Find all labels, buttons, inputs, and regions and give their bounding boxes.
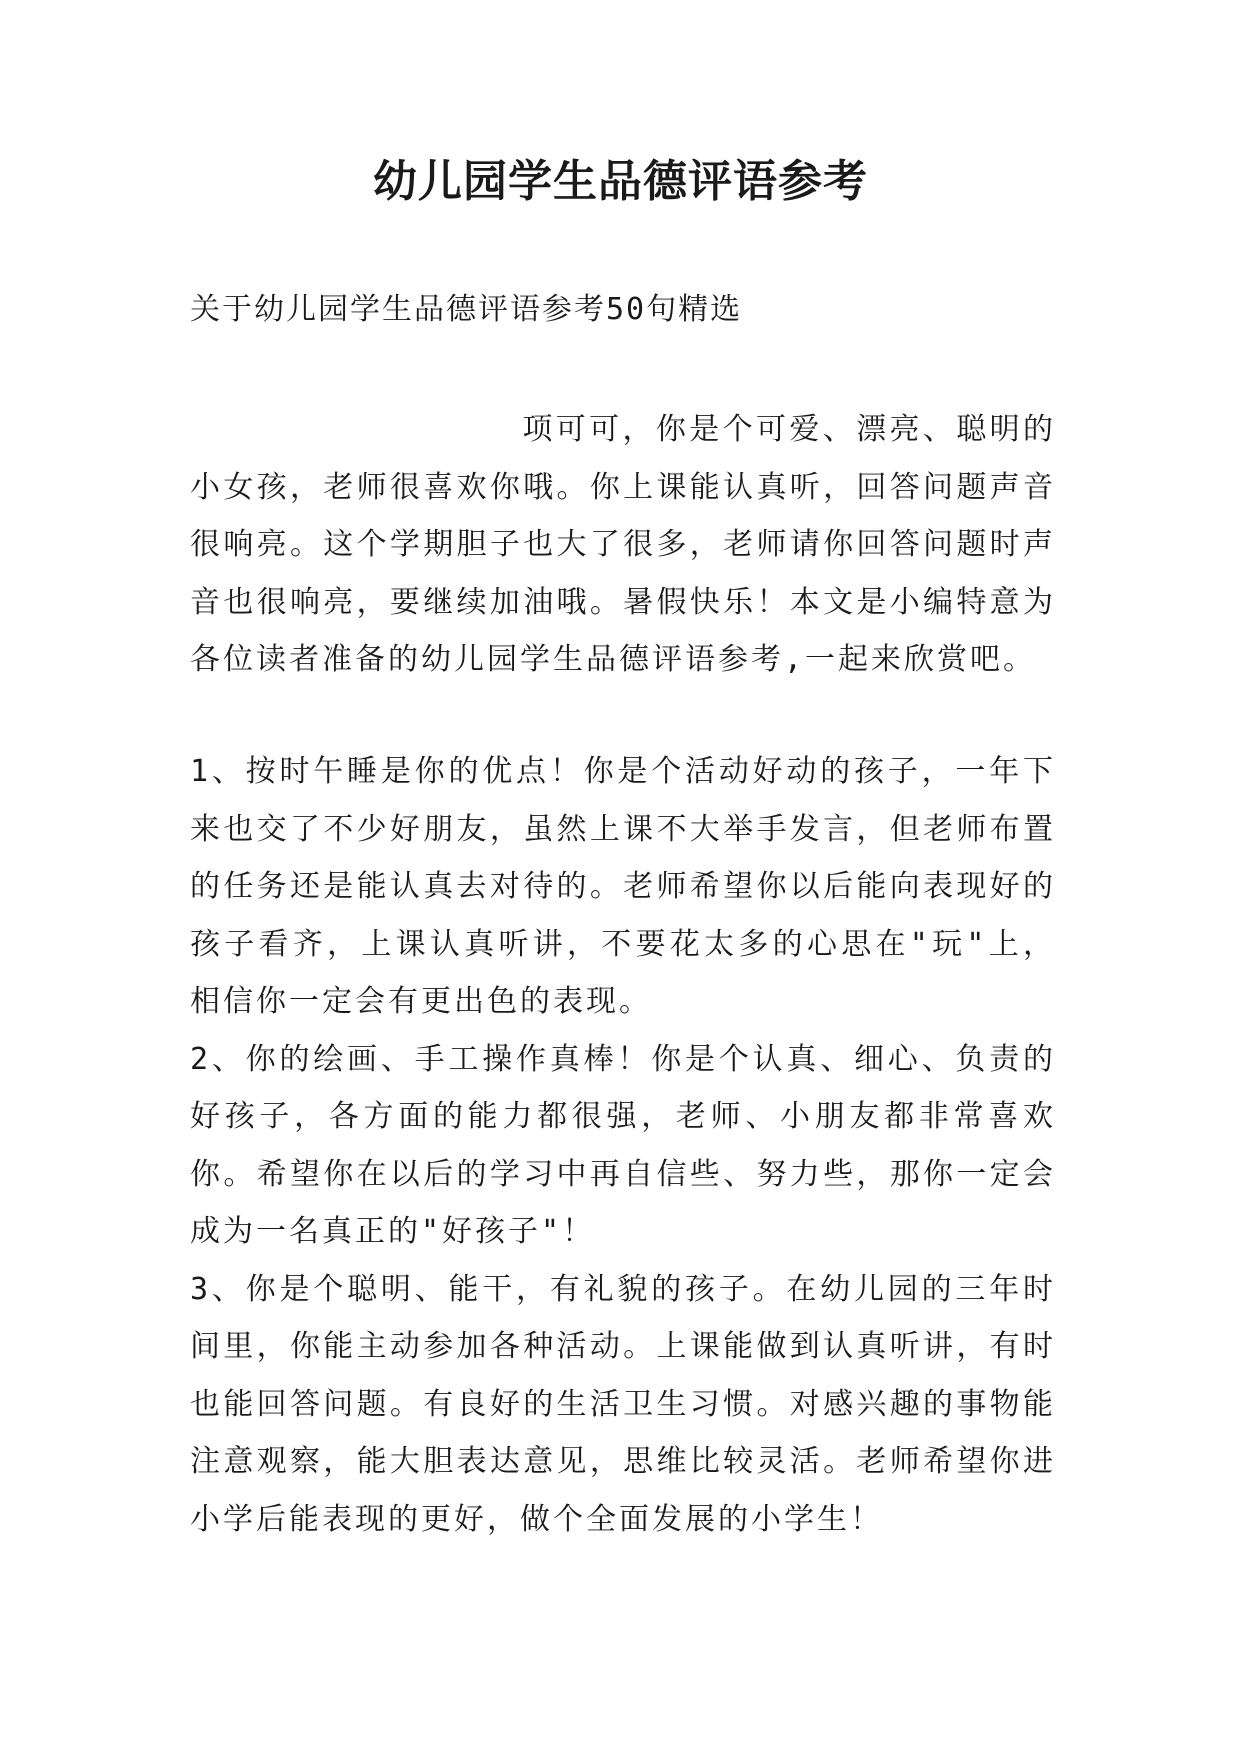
comment-list: [190, 743, 1056, 1548]
intro-text: 项可可，你是个可爱、漂亮、聪明的小女孩，老师很喜欢你哦。你上课能认真听，回答问题声音很响亮。这个学期胆子也大了很多，老师请你回答问题时声音也很响亮，要继续加油哦。暑假快乐！本文是小编特意为各位读者准备的幼儿园学生品德评语参考,一起来欣赏吧。: [190, 412, 1056, 677]
comment-item-1: 1、按时午睡是你的优点！你是个活动好动的孩子，一年下来也交了不少好朋友，虽然上课不大举手发言，但老师布置的任务还是能认真去对待的。老师希望你以后能向表现好的孩子看齐，上课认真听讲，不要花太多的心思在"玩"上，相信你一定会有更出色的表现。: [190, 754, 1056, 1019]
intro-paragraph: [190, 401, 1056, 689]
comment-item-2: 2、你的绘画、手工操作真棒！你是个认真、细心、负责的好孩子，各方面的能力都很强，老师、小朋友都非常喜欢你。希望你在以后的学习中再自信些、努力些，那你一定会成为一名真正的"好孩子"！: [190, 1041, 1056, 1249]
document-title: 幼儿园学生品德评语参考: [373, 156, 868, 207]
comment-item-3: 3、你是个聪明、能干，有礼貌的孩子。在幼儿园的三年时间里，你能主动参加各种活动。上课能做到认真听讲，有时也能回答问题。有良好的生活卫生习惯。对感兴趣的事物能注意观察，能大胆表达意见，思维比较灵活。老师希望你进小学后能表现的更好，做个全面发展的小学生！: [190, 1271, 1056, 1537]
document-subtitle: 关于幼儿园学生品德评语参考50句精选: [190, 292, 743, 327]
